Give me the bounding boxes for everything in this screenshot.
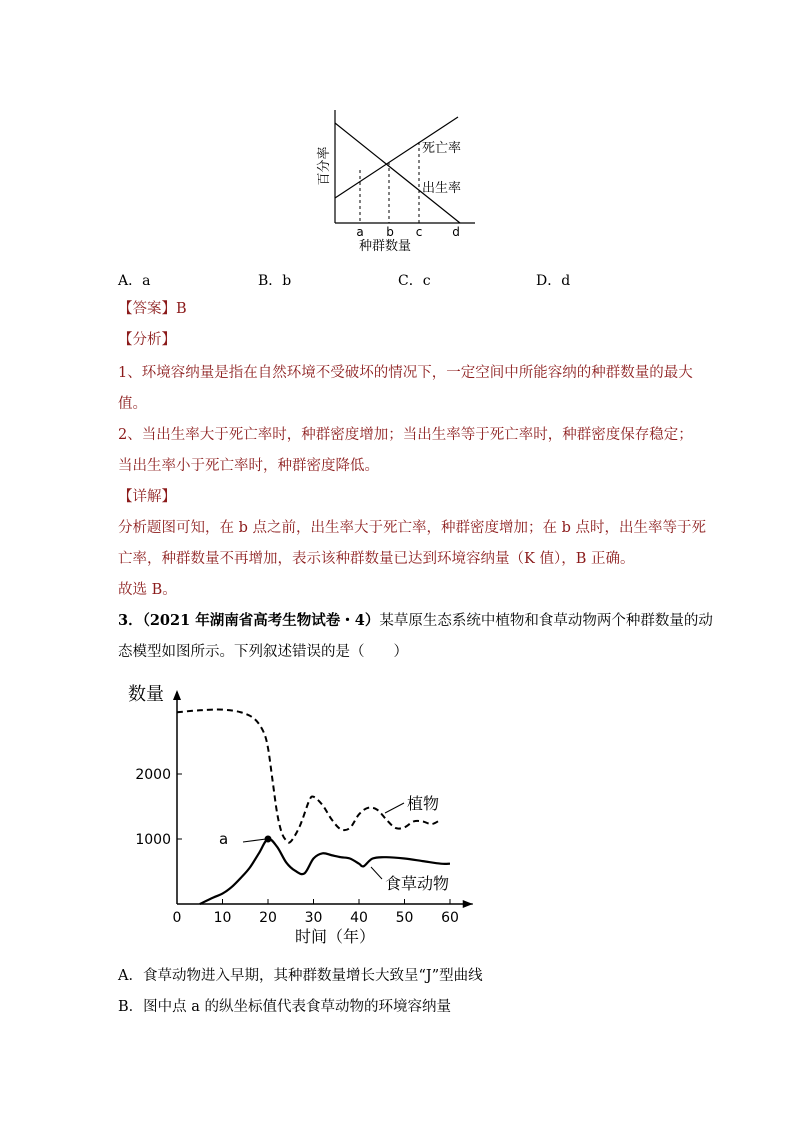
x-tick-label: 30 [304,910,323,926]
x-tick-label: 10 [213,910,232,926]
question-source: （2021 年湖南省高考生物试卷・4） [142,612,380,629]
analysis-line: 1、环境容纳量是指在自然环境不受破坏的情况下，一定空间中所能容纳的种群数量的最大 [118,365,693,381]
detail-line: 亡率，种群数量不再增加，表示该种群数量已达到环境容纳量（K 值），B 正确。 [118,551,635,567]
x-axis-label: 种群数量 [358,239,412,254]
tick-a: a [356,225,364,239]
option-b-q3: B．图中点 a 的纵坐标值代表食草动物的环境容纳量 [118,999,452,1015]
tick-b: b [386,225,394,239]
plant-curve [177,710,441,843]
question-text: 某草原生态系统中植物和食草动物两个种群数量的动 [379,613,713,629]
question-3-stem [118,611,713,631]
x-tick-label: 50 [395,910,414,926]
x-tick-label: 60 [441,910,459,926]
analysis-heading: 【分析】 [118,332,176,348]
point-a-leader [243,839,266,842]
question-3-stem-cont: 态模型如图所示。下列叙述错误的是（ ） [118,644,408,660]
option-c: C．c [398,273,431,289]
x-axis-arrow [463,900,473,908]
birth-rate-line [335,123,460,223]
analysis-line: 当出生率小于死亡率时，种群密度降低。 [118,458,379,474]
birth-death-rate-chart [300,100,500,260]
analysis-line: 值。 [118,396,147,412]
y-axis-arrow [173,690,181,700]
plant-leader [385,803,404,813]
option-a-q3: A．食草动物进入早期，其种群数量增长大致呈“J”型曲线 [118,968,483,984]
y-axis-label: 数量 [128,684,164,705]
option-a: A．a [118,273,151,289]
option-d: D．d [536,273,571,289]
detail-line: 分析题图可知，在 b 点之前，出生率大于死亡率，种群密度增加；在 b 点时，出生率等于死 [118,520,706,536]
x-axis-label: 时间（年） [294,927,376,946]
point-a-label: a [219,830,229,848]
herbivore-leader [371,867,382,879]
tick-c: c [415,225,423,239]
x-tick-label: 40 [350,910,368,926]
death-rate-label: 死亡率 [422,141,462,156]
population-dynamics-chart [110,672,490,952]
analysis-line: 2、当出生率大于死亡率时，种群密度增加；当出生率等于死亡率时，种群密度保存稳定； [118,427,693,443]
herbivore-label: 食草动物 [385,874,450,893]
x-tick-label: 20 [259,910,277,926]
detail-line: 故选 B。 [118,582,177,598]
x-tick-label: 0 [172,910,182,926]
question-number: 3． [118,612,143,629]
option-b: B．b [258,273,292,289]
birth-rate-label: 出生率 [422,181,462,196]
y-tick-label: 2000 [135,767,171,783]
herbivore-curve [200,839,450,904]
y-axis-label: 百分率 [317,146,332,186]
detail-heading: 【详解】 [118,489,176,505]
plant-label: 植物 [407,794,440,813]
y-tick-label: 1000 [135,832,171,848]
tick-d: d [452,225,460,239]
answer: 【答案】B [118,301,187,317]
